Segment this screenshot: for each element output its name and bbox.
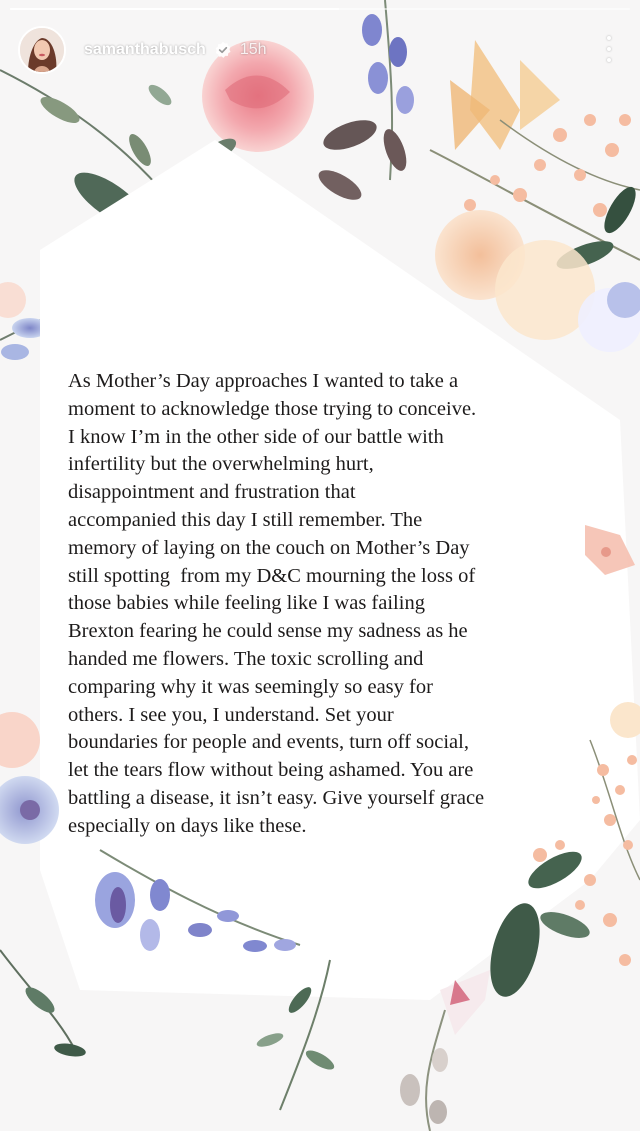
message-line: disappointment and frustration that — [68, 481, 356, 504]
message-line: accompanied this day I still remember. The — [68, 508, 423, 531]
message-line: others. I see you, I understand. Set your — [68, 703, 394, 726]
message-line: battling a disease, it isn’t easy. Give yourself grace — [68, 786, 485, 809]
message-line: memory of laying on the couch on Mother’s Day — [68, 536, 470, 559]
story-progress-bar — [10, 8, 630, 10]
message-line: Brexton fearing he could sense my sadness as he — [68, 620, 468, 643]
more-dot — [607, 36, 611, 40]
story-timestamp: 15h — [239, 41, 267, 58]
top-right-flowers — [430, 40, 640, 352]
top-lavender — [314, 0, 414, 206]
story-progress-fill — [10, 8, 339, 10]
more-dot — [607, 47, 611, 51]
message-line: As Mother’s Day approaches I wanted to take a — [68, 370, 459, 392]
verified-badge-icon — [214, 41, 232, 59]
message-line: still spotting from my D&C mourning the loss of — [68, 564, 476, 587]
profile-photo-icon[interactable] — [18, 26, 66, 74]
message-line: especially on days like these. — [68, 814, 307, 837]
story-header — [18, 24, 267, 76]
story-message-text — [68, 368, 598, 841]
message-line: boundaries for people and events, turn off social, — [68, 731, 469, 754]
message-line: let the tears flow without being ashamed. You are — [68, 759, 474, 782]
message-line: those babies while feeling like I was failing — [68, 592, 425, 615]
message-line: handed me flowers. The toxic scrolling and — [68, 647, 424, 670]
story-username[interactable]: samanthabusch — [84, 41, 206, 58]
more-dot — [607, 58, 611, 62]
message-line: infertility but the overwhelming hurt, — [68, 453, 374, 476]
message-line: moment to acknowledge those trying to conceive. — [68, 397, 477, 420]
message-line: I know I’m in the other side of our battle with — [68, 425, 444, 448]
message-line: comparing why it was seemingly so easy for — [68, 675, 433, 698]
more-options-icon[interactable] — [604, 36, 614, 62]
